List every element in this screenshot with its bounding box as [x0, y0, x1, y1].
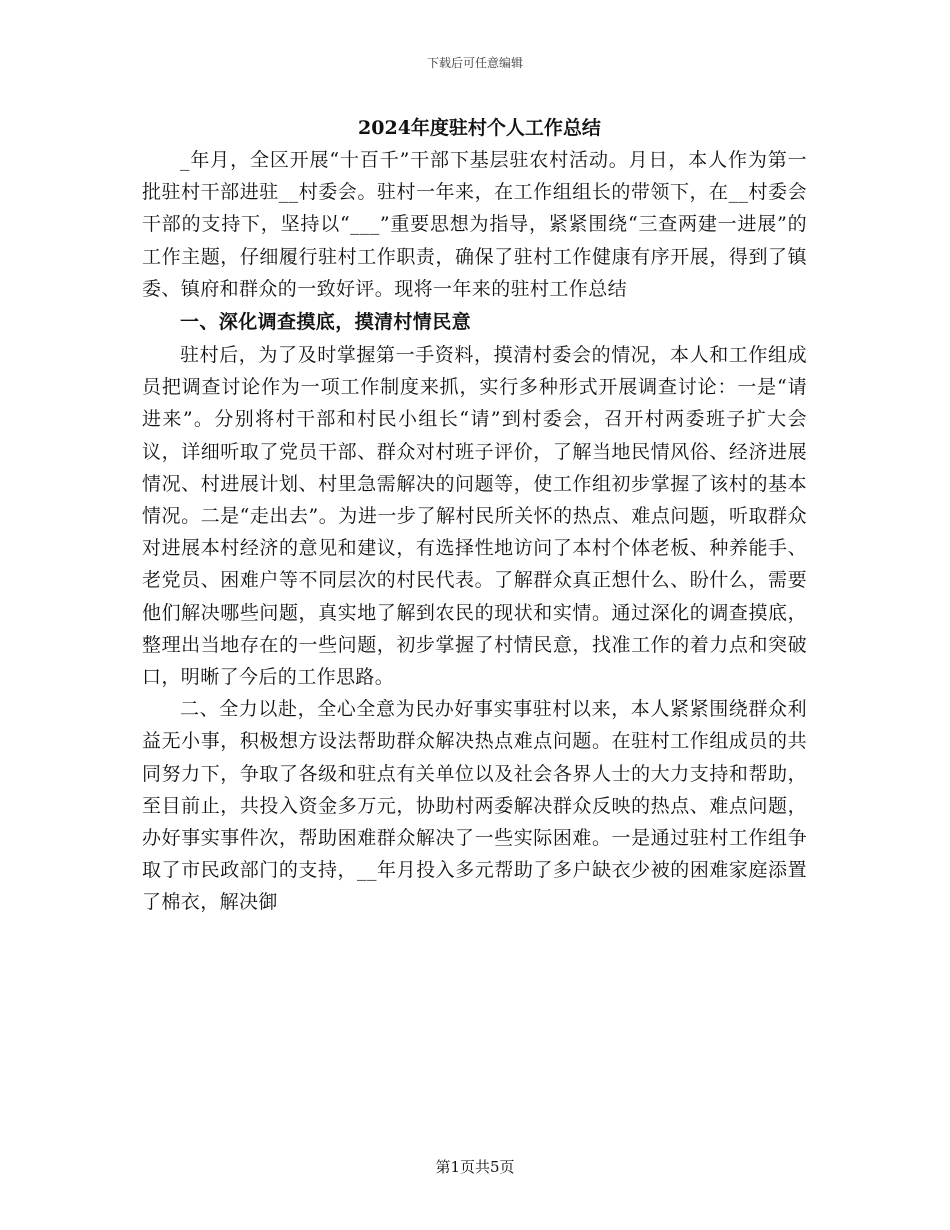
- paragraph-section-2: 二、全力以赴，全心全意为民办好事实事驻村以来，本人紧紧围绕群众利益无小事，积极想方设法帮助群众解决热点难点问题。在驻村工作组成员的共同努力下，争取了各级和驻点有关单位以及社会各界人士的大力支持和帮助，至目前止，共投入资金多万元，协助村两委解决群众反映的热点、难点问题，办好事实事件次，帮助困难群众解决了一些实际困难。一是通过驻村工作组争取了市民政部门的支持，__年月投入多元帮助了多户缺衣少被的困难家庭添置了棉衣，解决御: [142, 698, 807, 914]
- paragraph-intro: _年月，全区开展“十百千”干部下基层驻农村活动。月日，本人作为第一批驻村干部进驻__村委会。驻村一年来，在工作组组长的带领下，在__村委会干部的支持下，坚持以“___”重要思想为指导，紧紧围绕“三查两建一进展”的工作主题，仔细履行驻村工作职责，确保了驻村工作健康有序开展，得到了镇委、镇府和群众的一致好评。现将一年来的驻村工作总结: [142, 149, 807, 300]
- paragraph-section-1: 驻村后，为了及时掌握第一手资料，摸清村委会的情况，本人和工作组成员把调查讨论作为一项工作制度来抓，实行多种形式开展调查讨论：一是“请进来”。分别将村干部和村民小组长“请”到村委会，召开村两委班子扩大会议，详细听取了党员干部、群众对村班子评价，了解当地民情风俗、经济进展情况、村进展计划、村里急需解决的问题等，使工作组初步掌握了该村的基本情况。二是“走出去”。为进一步了解村民所关怀的热点、难点问题，听取群众对进展本村经济的意见和建议，有选择性地访问了本村个体老板、种养能手、老党员、困难户等不同层次的村民代表。了解群众真正想什么、盼什么，需要他们解决哪些问题，真实地了解到农民的现状和实情。通过深化的调查摸底，整理出当地存在的一些问题，初步掌握了村情民意，找准工作的着力点和突破口，明晰了今后的工作思路。: [142, 344, 807, 689]
- page-footer: 第1页共5页: [435, 1158, 515, 1176]
- document-body: [142, 112, 807, 919]
- section-heading-1: 一、深化调查摸底，摸清村情民意: [180, 311, 472, 334]
- header-note: 下载后可任意编辑: [426, 56, 523, 70]
- document-title: 2024年度驻村个人工作总结: [358, 117, 601, 139]
